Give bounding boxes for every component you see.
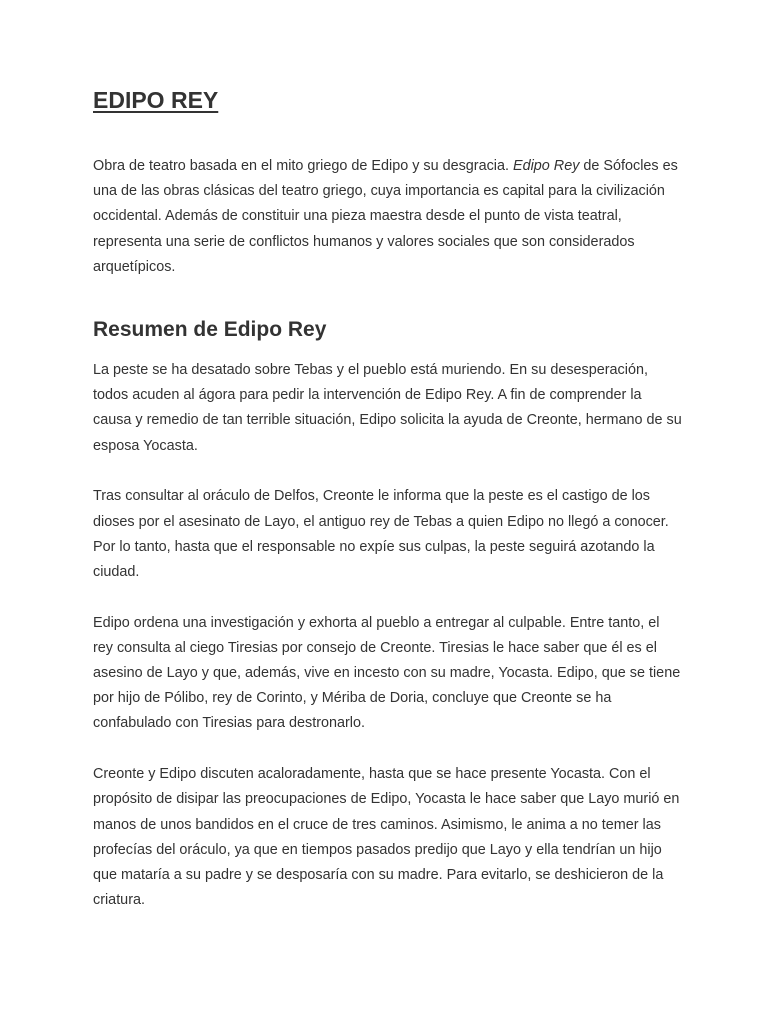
summary-paragraph-1: La peste se ha desatado sobre Tebas y el pueblo está muriendo. En su desesperación, todos acuden al ágora para pedir la intervención de Edipo Rey. A fin de comprender la causa y remedio de tan terrible situación, Edipo solicita la ayuda de Creonte, hermano de su esposa Yocasta. — [93, 362, 682, 454]
summary-paragraph-2: Tras consultar al oráculo de Delfos, Creonte le informa que la peste es el castigo de los dioses por el asesinato de Layo, el antiguo rey de Tebas a quien Edipo no llegó a conocer. Por lo tanto, hasta que el responsable no expíe sus culpas, la peste seguirá azotando la ciudad. — [93, 488, 669, 580]
document-page — [93, 84, 683, 913]
summary-paragraph-3: Edipo ordena una investigación y exhorta al pueblo a entregar al culpable. Entre tanto, el rey consulta al ciego Tiresias por consejo de Creonte. Tiresias le hace saber que él es el asesino de Layo y que, además, vive en incesto con su madre, Yocasta. Edipo, que se tiene por hijo de Pólibo, rey de Corinto, y Mériba de Doria, concluye que Creonte se ha confabulado con Tiresias para destronarlo. — [93, 614, 681, 732]
intro-paragraph — [93, 154, 683, 280]
document-title: EDIPO REY — [93, 87, 219, 113]
section-heading: Resumen de Edipo Rey — [93, 318, 327, 342]
intro-text-end: de Sófocles es una de las obras clásicas del teatro griego, cuya importancia es capital para la civilización occidental. Además de constituir una pieza maestra desde el punto de vista teatral, representa una serie de conflictos humanos y valores sociales que son considerados arquetípicos. — [93, 158, 678, 275]
intro-italic-title: Edipo Rey — [513, 158, 580, 174]
intro-text-start: Obra de teatro basada en el mito griego de Edipo y su desgracia. — [93, 158, 513, 174]
summary-paragraph-4: Creonte y Edipo discuten acaloradamente, hasta que se hace presente Yocasta. Con el propósito de disipar las preocupaciones de Edipo, Yocasta le hace saber que Layo murió en manos de unos bandidos en el cruce de tres caminos. Asimismo, le anima a no temer las profecías del oráculo, ya que en tiempos pasados predijo que Layo y ella tendrían un hijo que mataría a su padre y se desposaría con su madre. Para evitarlo, se deshicieron de la criatura. — [93, 766, 680, 909]
